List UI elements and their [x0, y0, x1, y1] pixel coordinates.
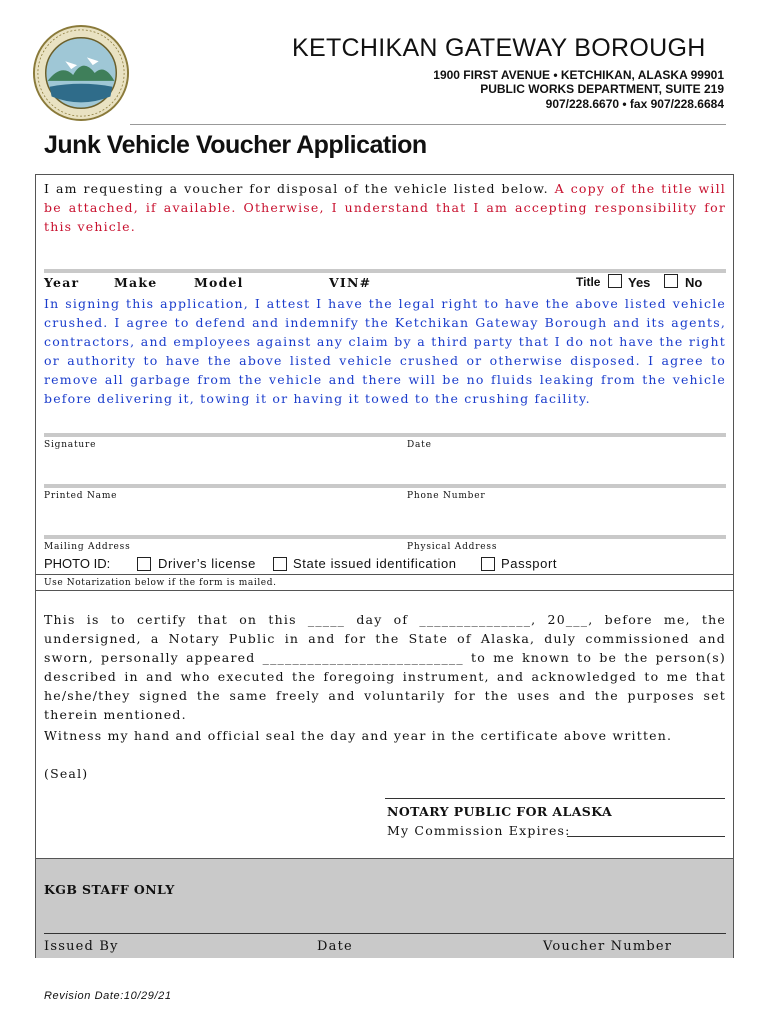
- staff-date-label: Date: [317, 939, 353, 954]
- commission-expires-line[interactable]: [567, 836, 725, 837]
- witness-paragraph: Witness my hand and official seal the day and year in the certificate above written.: [44, 728, 673, 743]
- borough-seal-icon: [32, 24, 130, 122]
- notarization-divider: [35, 590, 734, 591]
- passport-label: Passport: [501, 556, 558, 571]
- physical-address-label: Physical Address: [407, 542, 498, 552]
- header-divider: [130, 124, 726, 125]
- printed-name-label: Printed Name: [44, 491, 118, 501]
- title-no-label: No: [685, 275, 703, 290]
- intro-paragraph: [44, 179, 726, 236]
- make-label: Make: [114, 275, 158, 290]
- photo-id-label: PHOTO ID:: [44, 556, 111, 571]
- drivers-license-checkbox[interactable]: [137, 557, 151, 572]
- signature-label: Signature: [44, 440, 97, 450]
- organization-name: KETCHIKAN GATEWAY BOROUGH: [292, 34, 706, 62]
- phone-fax-line: 907/228.6670 • fax 907/228.6684: [545, 97, 724, 111]
- title-yes-label: Yes: [628, 275, 651, 290]
- revision-date: Revision Date:10/29/21: [44, 990, 172, 1002]
- address-field[interactable]: [44, 535, 726, 539]
- photo-id-divider: [35, 574, 734, 575]
- vehicle-input-field[interactable]: [44, 269, 726, 273]
- notary-signature-line[interactable]: [385, 798, 725, 799]
- address-line-2: PUBLIC WORKS DEPARTMENT, SUITE 219: [480, 82, 724, 96]
- mailing-address-label: Mailing Address: [44, 542, 131, 552]
- year-label: Year: [44, 275, 80, 290]
- vin-label: VIN#: [329, 275, 372, 290]
- seal-placeholder: (Seal): [44, 766, 89, 781]
- state-id-label: State issued identification: [293, 556, 457, 571]
- phone-number-label: Phone Number: [407, 491, 486, 501]
- date-label: Date: [407, 440, 432, 450]
- passport-checkbox[interactable]: [481, 557, 495, 572]
- notary-certificate-paragraph: This is to certify that on this _____ day of _______________, 20___, before me, the undersigned, a Notary Public in and for the State of Alaska, duly commissioned and sworn, personally appeared ___________________________ to me known to be the person(s) described in and who executed the foregoing instrument, and acknowledged to me that he/she/they signed the same freely and voluntarily for the uses and the purposes set therein mentioned.: [44, 612, 726, 722]
- attestation-paragraph: In signing this application, I attest I have the legal right to have the above listed vehicle crushed. I agree to defend and indemnify the Ketchikan Gateway Borough and its agents, contractors, and employees against any claim by a third party that I do not have the right or authority to have the above listed vehicle crushed or otherwise disposed. I agree to remove all garbage from the vehicle and there will be no fluids leaking from the vehicle before delivering it, towing it or having it towed to the crushing facility.: [44, 296, 726, 406]
- title-label: Title: [576, 275, 601, 289]
- staff-entry-line[interactable]: [44, 933, 726, 934]
- drivers-license-label: Driver’s license: [158, 556, 256, 571]
- vehicle-fields-row: [44, 275, 726, 293]
- model-label: Model: [194, 275, 244, 290]
- form-title: Junk Vehicle Voucher Application: [44, 131, 427, 159]
- voucher-number-label: Voucher Number: [543, 939, 673, 954]
- intro-title-notice: A copy of the title will be attached, if available. Otherwise, I understand that I am accepting responsibility for this vehicle.: [44, 181, 726, 234]
- address-line-1: 1900 FIRST AVENUE • KETCHIKAN, ALASKA 99901: [433, 68, 724, 82]
- notary-public-label: NOTARY PUBLIC FOR ALASKA: [387, 804, 613, 819]
- notarization-note: Use Notarization below if the form is mailed.: [44, 578, 277, 588]
- printed-name-field[interactable]: [44, 484, 726, 488]
- commission-expires-label: My Commission Expires:: [387, 823, 571, 838]
- staff-only-title: KGB STAFF ONLY: [44, 882, 175, 897]
- intro-text: I am requesting a voucher for disposal of the vehicle listed below.: [44, 181, 555, 196]
- signature-field[interactable]: [44, 433, 726, 437]
- state-id-checkbox[interactable]: [273, 557, 287, 572]
- issued-by-label: Issued By: [44, 939, 119, 954]
